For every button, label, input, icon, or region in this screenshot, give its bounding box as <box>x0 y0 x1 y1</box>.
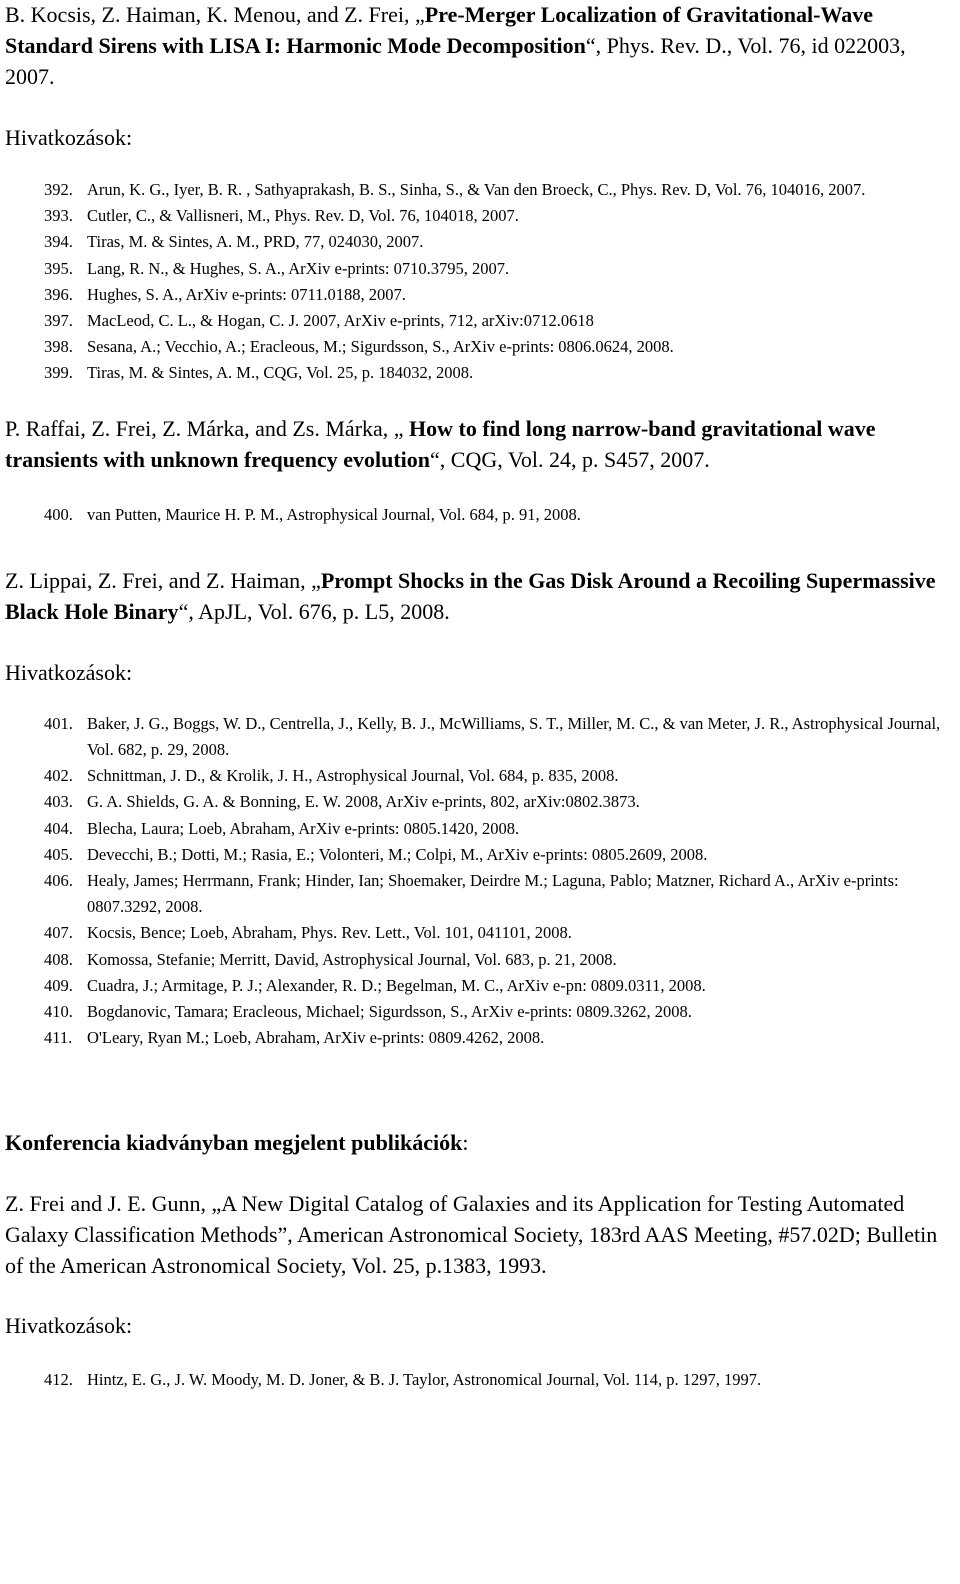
citation-item <box>44 334 955 360</box>
citation-item <box>44 308 955 334</box>
citation-number: 408. <box>44 949 73 969</box>
publication-citation: “, Phys. Rev. D., Vol. 76, id 022003, 2007. <box>5 33 906 89</box>
citation-number: 401. <box>44 713 73 733</box>
citation-list <box>5 177 955 387</box>
section-heading-colon: : <box>462 1130 469 1156</box>
citation-item <box>44 947 955 973</box>
citation-number: 411. <box>44 1028 73 1048</box>
citations-heading: Hivatkozások: <box>5 1313 133 1339</box>
citation-item <box>44 920 955 946</box>
publication-citation: “, ApJL, Vol. 676, p. L5, 2008. <box>178 598 450 624</box>
conference-entry: Z. Frei and J. E. Gunn, „A New Digital Catalog of Galaxies and its Application for Testing Automated Galaxy Classification Methods”, American Astronomical Society, 183rd AAS Meeting, #57.02D; Bulletin of the American Astronomical Society, Vol. 25, p.1383, 1993. <box>5 1191 938 1279</box>
section-heading <box>5 1127 955 1158</box>
citation-text: MacLeod, C. L., & Hogan, C. J. 2007, ArXiv e-prints, 712, arXiv:0712.0618 <box>87 311 594 331</box>
publication-title: How to find long narrow-band gravitational wave transients with unknown frequency evolution <box>5 415 876 472</box>
citation-item <box>44 1025 955 1051</box>
citation-number: 394. <box>44 232 73 252</box>
citation-item <box>44 177 955 203</box>
publication-entry <box>5 0 955 92</box>
citation-number: 409. <box>44 975 73 995</box>
citation-text: Lang, R. N., & Hughes, S. A., ArXiv e-prints: 0710.3795, 2007. <box>87 258 510 278</box>
citation-text: Devecchi, B.; Dotti, M.; Rasia, E.; Volonteri, M.; Colpi, M., ArXiv e-prints: 0805.2609, 2008. <box>87 844 708 864</box>
citation-text: Sesana, A.; Vecchio, A.; Eracleous, M.; Sigurdsson, S., ArXiv e-prints: 0806.0624, 2008. <box>87 337 674 357</box>
citation-text: Bogdanovic, Tamara; Eracleous, Michael; Sigurdsson, S., ArXiv e-prints: 0809.3262, 2008. <box>87 1002 692 1022</box>
citation-item <box>44 360 955 386</box>
citation-item <box>44 256 955 282</box>
citation-item <box>44 999 955 1025</box>
citation-item <box>44 229 955 255</box>
citation-item <box>44 789 955 815</box>
publication-title: Prompt Shocks in the Gas Disk Around a Recoiling Supermassive Black Hole Binary <box>5 567 936 624</box>
citation-number: 412. <box>44 1370 73 1390</box>
citation-item <box>44 711 955 763</box>
citation-number: 397. <box>44 311 73 331</box>
citation-number: 403. <box>44 792 73 812</box>
citation-item <box>44 868 955 920</box>
publication-authors: Z. Lippai, Z. Frei, and Z. Haiman, „ <box>5 567 321 593</box>
citation-text: Schnittman, J. D., & Krolik, J. H., Astrophysical Journal, Vol. 684, p. 835, 2008. <box>87 766 619 786</box>
citation-number: 392. <box>44 180 73 199</box>
citation-item <box>44 763 955 789</box>
citation-text: G. A. Shields, G. A. & Bonning, E. W. 2008, ArXiv e-prints, 802, arXiv:0802.3873. <box>87 792 640 812</box>
citation-text: Tiras, M. & Sintes, A. M., PRD, 77, 024030, 2007. <box>87 232 424 252</box>
citation-number: 398. <box>44 337 73 357</box>
citation-text: Arun, K. G., Iyer, B. R. , Sathyaprakash, B. S., Sinha, S., & Van den Broeck, C., Phys. Rev. D, Vol. 76, 104016, 2007. <box>87 180 866 199</box>
citation-number: 400. <box>44 504 73 524</box>
citation-list <box>5 502 955 528</box>
citations-heading: Hivatkozások: <box>5 125 133 150</box>
publication-citation: “, CQG, Vol. 24, p. S457, 2007. <box>430 446 710 472</box>
citation-text: Cutler, C., & Vallisneri, M., Phys. Rev. D, Vol. 76, 104018, 2007. <box>87 206 519 226</box>
citation-number: 406. <box>44 871 73 891</box>
publication-entry <box>5 565 955 627</box>
citation-number: 396. <box>44 284 73 304</box>
citation-item <box>44 973 955 999</box>
citation-item <box>44 502 955 528</box>
publication-title: Pre-Merger Localization of Gravitational-Wave Standard Sirens with LISA I: Harmonic Mode Decomposition <box>5 2 873 58</box>
citation-number: 399. <box>44 363 73 383</box>
citation-list <box>5 1367 955 1393</box>
citation-text: van Putten, Maurice H. P. M., Astrophysical Journal, Vol. 684, p. 91, 2008. <box>87 504 581 524</box>
citation-item <box>44 1367 955 1393</box>
publication-authors: P. Raffai, Z. Frei, Z. Márka, and Zs. Márka, „ <box>5 415 410 441</box>
citation-text: Hughes, S. A., ArXiv e-prints: 0711.0188, 2007. <box>87 284 406 304</box>
citation-number: 404. <box>44 818 73 838</box>
citation-text: Cuadra, J.; Armitage, P. J.; Alexander, R. D.; Begelman, M. C., ArXiv e-pn: 0809.0311, 2008. <box>87 975 706 995</box>
citation-number: 393. <box>44 206 73 226</box>
citation-item <box>44 842 955 868</box>
citation-item <box>44 203 955 229</box>
publication-authors: B. Kocsis, Z. Haiman, K. Menou, and Z. Frei, „ <box>5 2 425 27</box>
citation-text: Hintz, E. G., J. W. Moody, M. D. Joner, & B. J. Taylor, Astronomical Journal, Vol. 114, p. 1297, 1997. <box>87 1370 762 1390</box>
citation-text: Healy, James; Herrmann, Frank; Hinder, Ian; Shoemaker, Deirdre M.; Laguna, Pablo; Matzner, Richard A., ArXiv e-prints: 0807.3292, 2008. <box>87 871 899 917</box>
citation-number: 395. <box>44 258 73 278</box>
citation-item <box>44 816 955 842</box>
citation-text: Komossa, Stefanie; Merritt, David, Astrophysical Journal, Vol. 683, p. 21, 2008. <box>87 949 617 969</box>
citation-text: Tiras, M. & Sintes, A. M., CQG, Vol. 25, p. 184032, 2008. <box>87 363 474 383</box>
citation-item <box>44 282 955 308</box>
citation-number: 410. <box>44 1002 73 1022</box>
citations-heading: Hivatkozások: <box>5 659 133 685</box>
document-page <box>5 0 955 1394</box>
citation-text: Baker, J. G., Boggs, W. D., Centrella, J., Kelly, B. J., McWilliams, S. T., Miller, M. C., & van Meter, J. R., Astrophysical Journal, Vol. 682, p. 29, 2008. <box>87 713 941 760</box>
citation-text: Kocsis, Bence; Loeb, Abraham, Phys. Rev. Lett., Vol. 101, 041101, 2008. <box>87 923 572 943</box>
citation-text: Blecha, Laura; Loeb, Abraham, ArXiv e-prints: 0805.1420, 2008. <box>87 818 520 838</box>
citation-list <box>5 711 955 1052</box>
citation-number: 407. <box>44 923 73 943</box>
citation-number: 405. <box>44 844 73 864</box>
citation-number: 402. <box>44 766 73 786</box>
citation-text: O'Leary, Ryan M.; Loeb, Abraham, ArXiv e-prints: 0809.4262, 2008. <box>87 1028 545 1048</box>
publication-entry <box>5 413 955 475</box>
section-heading-title: Konferencia kiadványban megjelent publikációk <box>5 1130 463 1156</box>
